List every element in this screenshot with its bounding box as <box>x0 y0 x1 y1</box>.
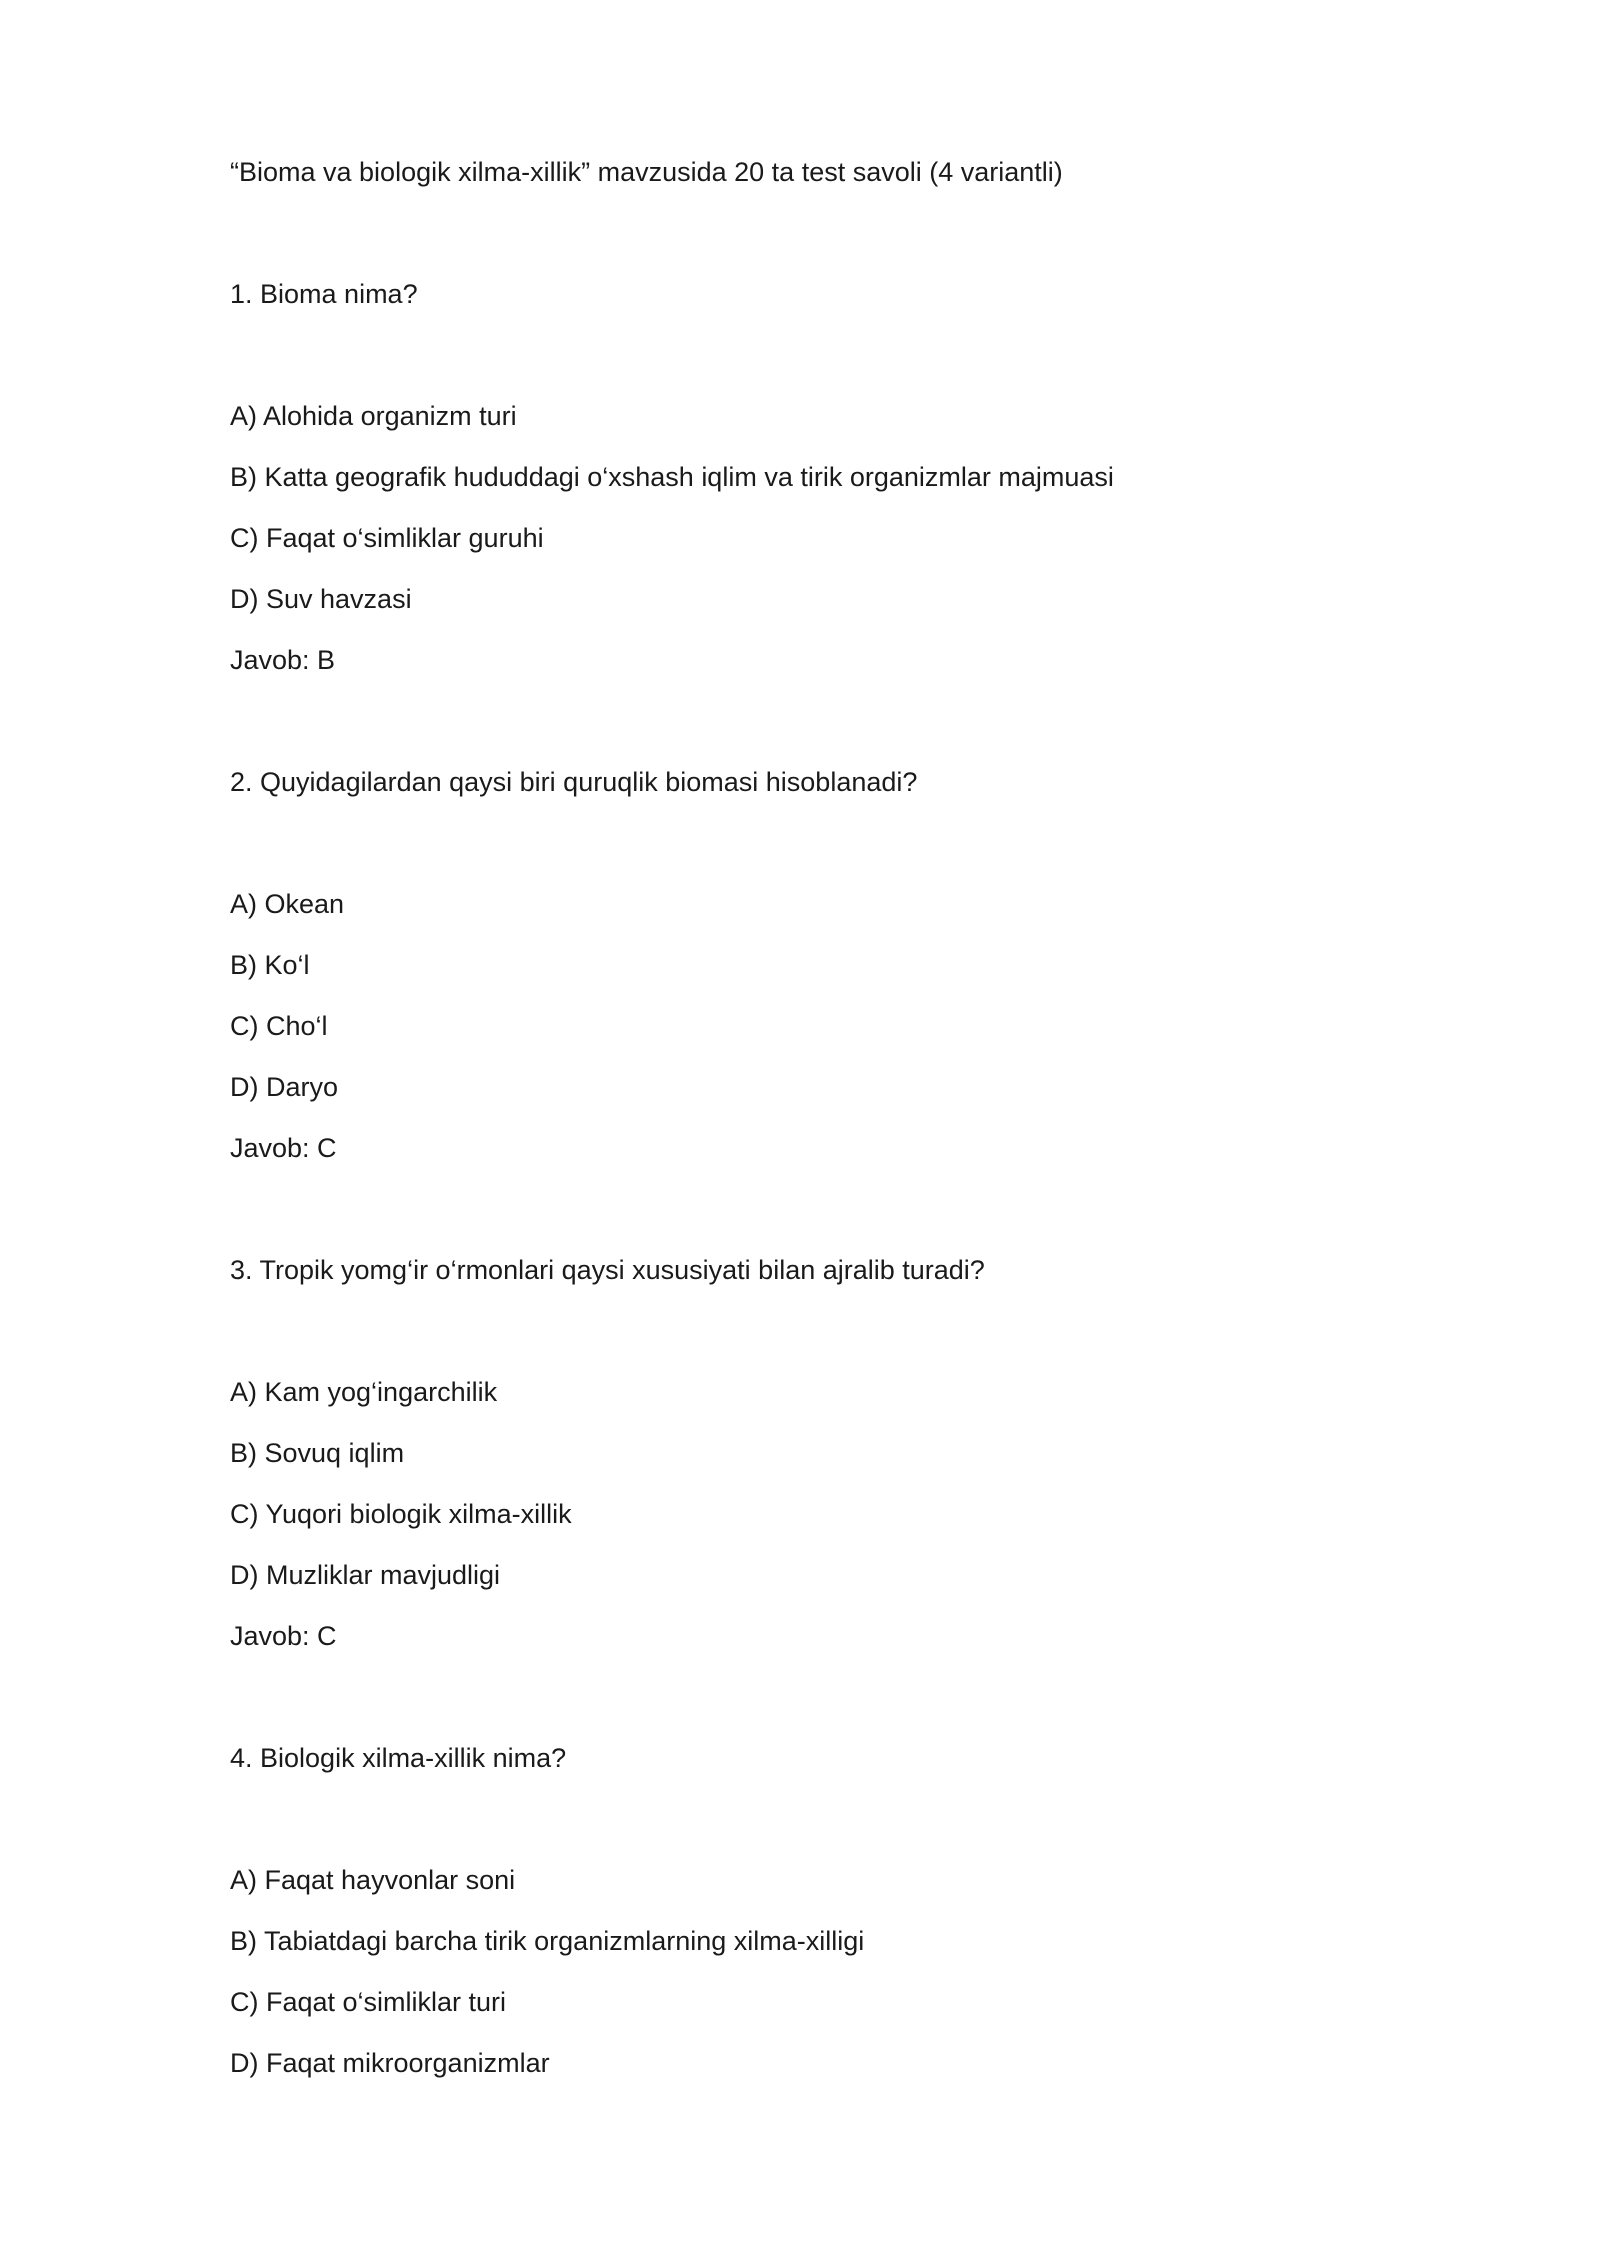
question-3-option-b: B) Sovuq iqlim <box>230 1438 405 1468</box>
question-3-answer: Javob: C <box>230 1621 337 1651</box>
question-1-option-a: A) Alohida organizm turi <box>230 401 517 431</box>
question-2-answer: Javob: C <box>230 1133 337 1163</box>
question-3: 3. Tropik yomg‘ir o‘rmonlari qaysi xususiyati bilan ajralib turadi? <box>230 1255 985 1285</box>
question-2: 2. Quyidagilardan qaysi biri quruqlik biomasi hisoblanadi? <box>230 767 918 797</box>
question-4-option-c: C) Faqat o‘simliklar turi <box>230 1987 507 2017</box>
question-2-option-d: D) Daryo <box>230 1072 339 1102</box>
question-4: 4. Biologik xilma-xillik nima? <box>230 1743 567 1773</box>
question-4-option-b: B) Tabiatdagi barcha tirik organizmlarning xilma-xilligi <box>230 1926 865 1956</box>
question-2-option-a: A) Okean <box>230 889 345 919</box>
question-2-option-c: C) Cho‘l <box>230 1011 328 1041</box>
question-1-option-d: D) Suv havzasi <box>230 584 412 614</box>
question-1-answer: Javob: B <box>230 645 336 675</box>
question-1-option-c: C) Faqat o‘simliklar guruhi <box>230 523 544 553</box>
question-3-option-a: A) Kam yog‘ingarchilik <box>230 1377 498 1407</box>
question-3-option-c: C) Yuqori biologik xilma-xillik <box>230 1499 572 1529</box>
document-title: “Bioma va biologik xilma-xillik” mavzusida 20 ta test savoli (4 variantli) <box>230 157 1063 187</box>
question-4-option-a: A) Faqat hayvonlar soni <box>230 1865 516 1895</box>
question-4-option-d: D) Faqat mikroorganizmlar <box>230 2048 550 2078</box>
question-1-option-b: B) Katta geografik hududdagi o‘xshash iqlim va tirik organizmlar majmuasi <box>230 462 1114 492</box>
question-3-option-d: D) Muzliklar mavjudligi <box>230 1560 501 1590</box>
question-1: 1. Bioma nima? <box>230 279 418 309</box>
question-2-option-b: B) Ko‘l <box>230 950 310 980</box>
